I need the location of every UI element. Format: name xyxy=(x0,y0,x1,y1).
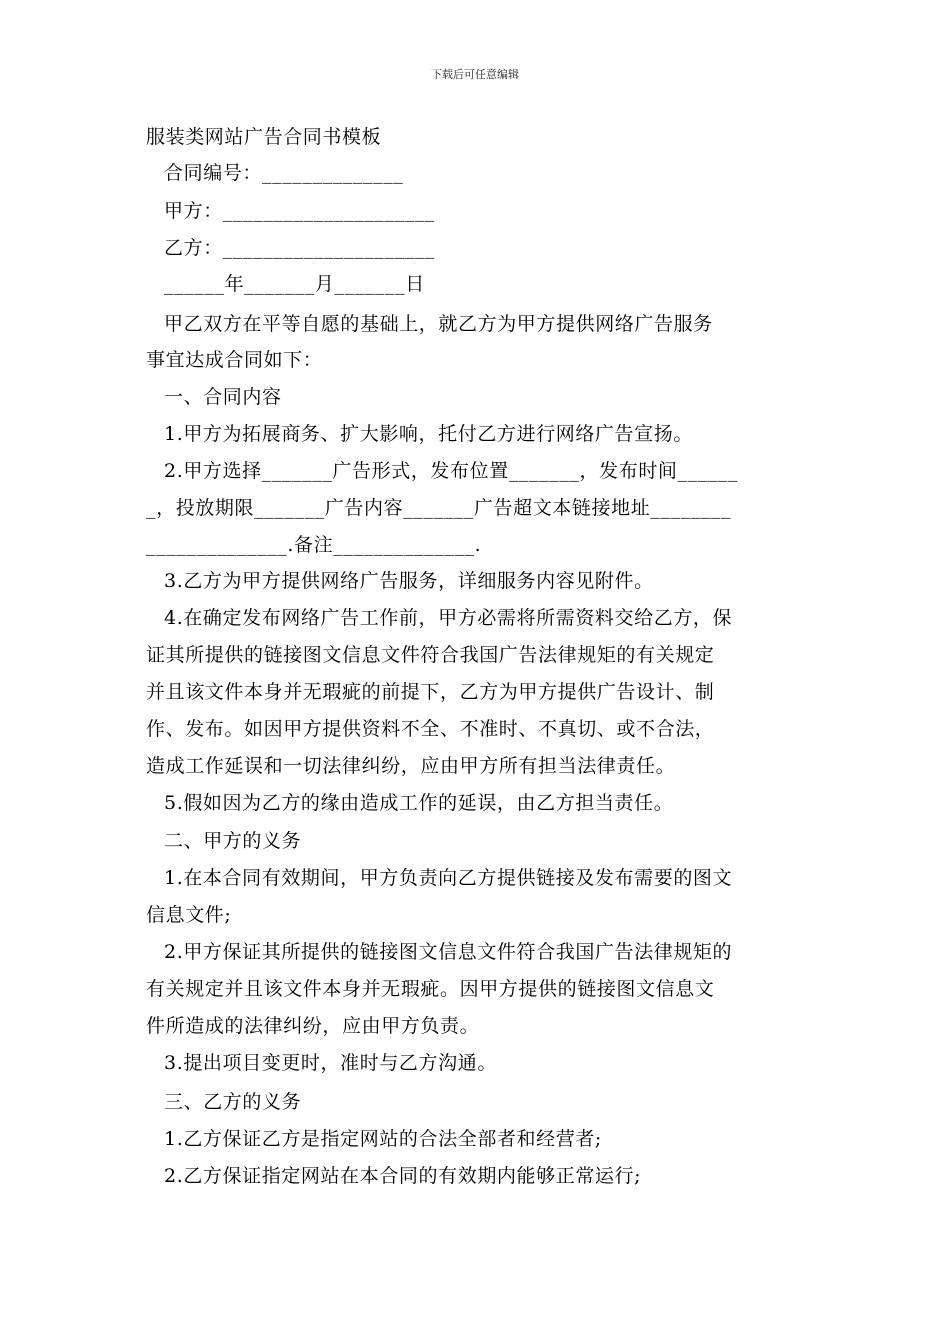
paragraph-line: 3.乙方为甲方提供网络广告服务，详细服务内容见附件。 xyxy=(164,570,654,592)
paragraph-line: 2.甲方选择_______广告形式，发布位置_______，发布时间______ xyxy=(164,460,739,482)
paragraph-line: 信息文件; xyxy=(146,904,232,926)
paragraph-line: _，投放期限_______广告内容_______广告超文本链接地址________ xyxy=(146,497,732,519)
paragraph-line: 甲乙双方在平等自愿的基础上，就乙方为甲方提供网络广告服务 xyxy=(164,313,713,335)
page-header: 下载后可任意编辑 xyxy=(431,68,519,81)
paragraph-line: 1.甲方为拓展商务、扩大影响，托付乙方进行网络广告宣扬。 xyxy=(164,423,693,445)
paragraph-line: 3.提出项目变更时，准时与乙方沟通。 xyxy=(164,1052,497,1074)
paragraph-line: 2.乙方保证指定网站在本合同的有效期内能够正常运行; xyxy=(164,1165,642,1187)
paragraph-line: 2.甲方保证其所提供的链接图文信息文件符合我国广告法律规矩的 xyxy=(164,941,733,963)
section-heading: 二、甲方的义务 xyxy=(164,830,302,852)
paragraph-line: ______________.备注______________. xyxy=(146,534,482,556)
paragraph-line: 件所造成的法律纠纷，应由甲方负责。 xyxy=(146,1015,480,1037)
paragraph-line: 5.假如因为乙方的缘由造成工作的延误，由乙方担当责任。 xyxy=(164,792,674,814)
paragraph-line: 有关规定并且该文件本身并无瑕疵。因甲方提供的链接图文信息文 xyxy=(146,978,715,1000)
party-b-line: 乙方：_____________________ xyxy=(164,237,435,259)
date-line: ______年_______月_______日 xyxy=(164,273,425,295)
paragraph-line: 1.在本合同有效期间，甲方负责向乙方提供链接及发布需要的图文 xyxy=(164,867,733,889)
paragraph-line: 事宜达成合同如下： xyxy=(146,349,323,371)
section-heading: 一、合同内容 xyxy=(164,386,282,408)
contract-number-line: 合同编号：______________ xyxy=(164,162,404,184)
paragraph-line: 4.在确定发布网络广告工作前，甲方必需将所需资料交给乙方，保 xyxy=(164,607,733,629)
paragraph-line: 并且该文件本身并无瑕疵的前提下，乙方为甲方提供广告设计、制 xyxy=(146,681,715,703)
paragraph-line: 1.乙方保证乙方是指定网站的合法全部者和经营者; xyxy=(164,1128,602,1150)
document-title: 服装类网站广告合同书模板 xyxy=(146,126,382,148)
paragraph-line: 作、发布。如因甲方提供资料不全、不准时、不真切、或不合法， xyxy=(146,718,715,740)
section-heading: 三、乙方的义务 xyxy=(164,1091,302,1113)
paragraph-line: 证其所提供的链接图文信息文件符合我国广告法律规矩的有关规定 xyxy=(146,644,715,666)
paragraph-line: 造成工作延误和一切法律纠纷，应由甲方所有担当法律责任。 xyxy=(146,755,676,777)
party-a-line: 甲方：_____________________ xyxy=(164,200,435,222)
